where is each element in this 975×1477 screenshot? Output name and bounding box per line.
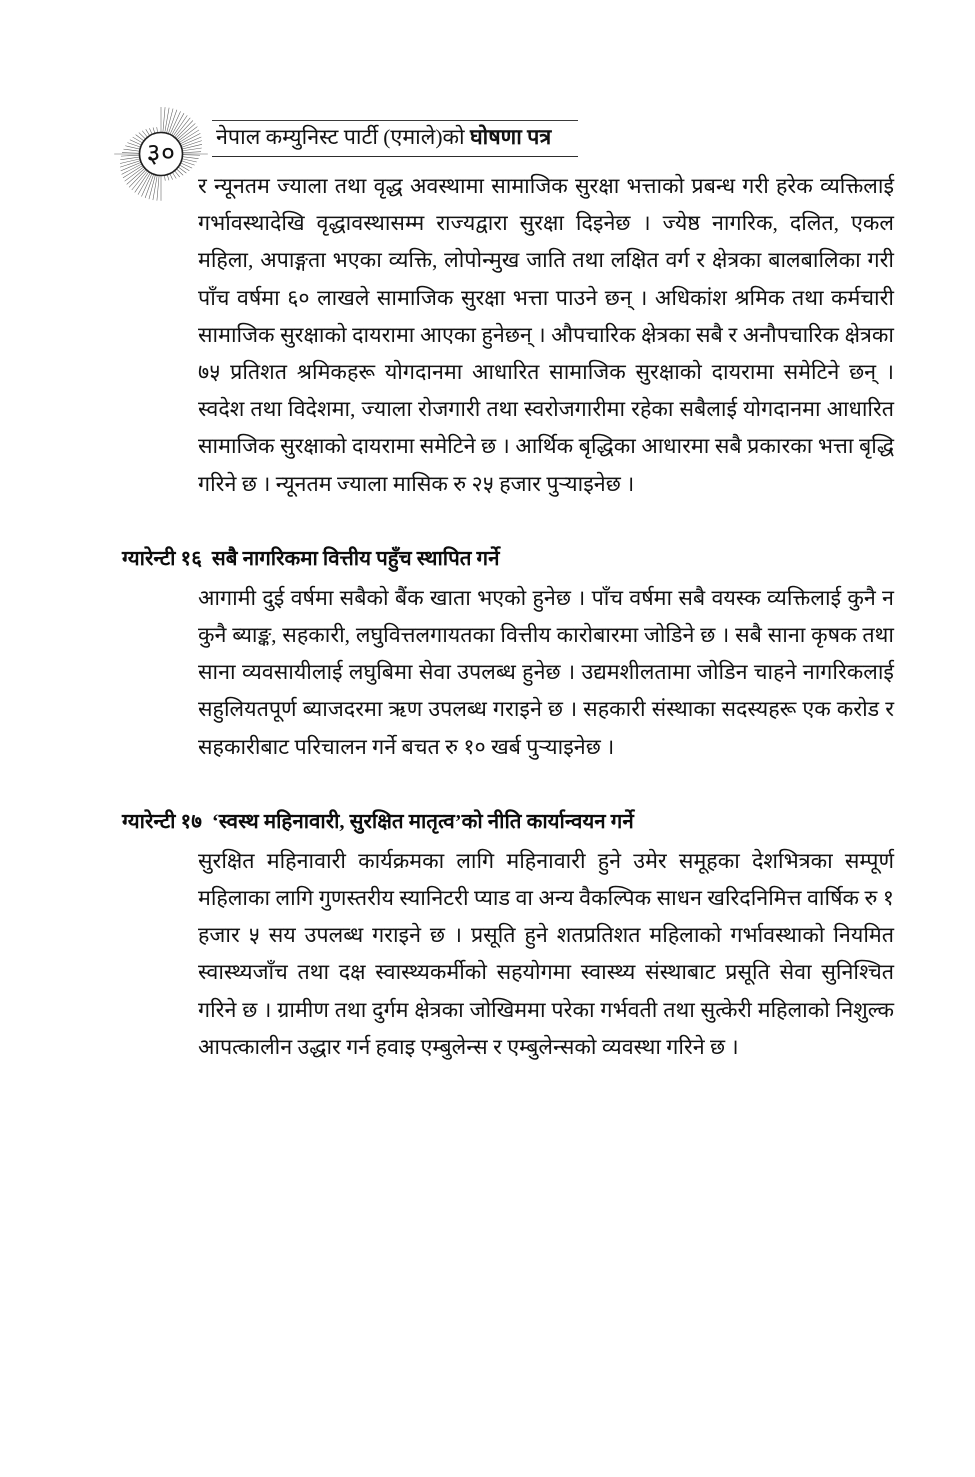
guarantee-label-16: ग्यारेन्टी १६ <box>122 547 202 570</box>
page-title-regular: नेपाल कम्युनिस्ट पार्टी (एमाले)को <box>216 125 470 149</box>
section-spacer <box>122 766 894 805</box>
guarantee-paragraph-17: सुरक्षित महिनावारी कार्यक्रमका लागि महिनावारी हुने उमेर समूहका देशभित्रका सम्पूर्ण महिलाका लागि गुणस्तरीय स्यानिटरी प्याड वा अन्य वैकल्पिक साधन खरिदनिमित्त वार्षिक रु १ हजार ५ सय उपलब्ध गराइने छ । प्रसूति हुने शतप्रतिशत महिलाको गर्भावस्थाको नियमित स्वास्थ्यजाँच तथा दक्ष स्वास्थ्यकर्मीको सहयोगमा स्वास्थ्य संस्थाबाट प्रसूति सेवा सुनिश्चित गरिने छ । ग्रामीण तथा दुर्गम क्षेत्रका जोखिममा परेका गर्भवती तथा सुत्केरी महिलाको निशुल्क आपत्कालीन उद्धार गर्न हवाइ एम्बुलेन्स र एम्बुलेन्सको व्यवस्था गरिने छ । <box>198 848 894 1059</box>
body-paragraph-continued: र न्यूनतम ज्याला तथा वृद्ध अवस्थामा सामाजिक सुरक्षा भत्ताको प्रबन्ध गरी हरेक व्यक्तिलाई गर्भावस्थादेखि वृद्धावस्थासम्म राज्यद्वारा सुरक्षा दिइनेछ । ज्येष्ठ नागरिक, दलित, एकल महिला, अपाङ्गता भएका व्यक्ति, लोपोन्मुख जाति तथा लक्षित वर्ग र क्षेत्रका बालबालिका गरी पाँच वर्षमा ६० लाखले सामाजिक सुरक्षा भत्ता पाउने छन् । अधिकांश श्रमिक तथा कर्मचारी सामाजिक सुरक्षाको दायरामा आएका हुनेछन् । औपचारिक क्षेत्रका सबै र अनौपचारिक क्षेत्रका ७५ प्रतिशत श्रमिकहरू योगदानमा आधारित सामाजिक सुरक्षाको दायरामा समेटिने छन् । स्वदेश तथा विदेशमा, ज्याला रोजगारी तथा स्वरोजगारीमा रहेका सबैलाई योगदानमा आधारित सामाजिक सुरक्षाको दायरामा समेटिने छ । आर्थिक बृद्धिका आधारमा सबै प्रकारका भत्ता बृद्धि गरिने छ । न्यूनतम ज्याला मासिक रु २५ हजार पुऱ्याइनेछ । <box>198 174 894 496</box>
guarantee-paragraph-16: आगामी दुई वर्षमा सबैको बैंक खाता भएको हुनेछ । पाँच वर्षमा सबै वयस्क व्यक्तिलाई कुनै न कुनै ब्याङ्क, सहकारी, लघुवित्तलगायतका वित्तीय कारोबारमा जोडिने छ । सबै साना कृषक तथा साना व्यवसायीलाई लघुबिमा सेवा उपलब्ध हुनेछ । उद्यमशीलतामा जोडिन चाहने नागरिकलाई सहुलियतपूर्ण ब्याजदरमा ऋण उपलब्ध गराइने छ । सहकारी संस्थाका सदस्यहरू एक करोड र सहकारीबाट परिचालन गर्ने बचत रु १० खर्ब पुऱ्याइनेछ । <box>198 585 894 759</box>
guarantee-title-16: सबै नागरिकमा वित्तीय पहुँच स्थापित गर्ने <box>211 547 500 570</box>
guarantee-label-17: ग्यारेन्टी १७ <box>122 810 202 833</box>
header-title-block <box>212 120 578 157</box>
page-title <box>212 121 578 156</box>
page-number: ३० <box>146 137 176 168</box>
section-spacer <box>122 503 894 542</box>
page-header <box>0 52 975 168</box>
page-title-bold: घोषणा पत्र <box>469 125 552 149</box>
guarantee-heading-17 <box>122 805 894 839</box>
header-rule-bottom <box>212 156 578 157</box>
page-content <box>122 168 894 1066</box>
guarantee-title-17: ‘स्वस्थ महिनावारी, सुरक्षित मातृत्व’को नीति कार्यान्वयन गर्ने <box>211 810 634 833</box>
guarantee-heading-16 <box>122 542 894 576</box>
